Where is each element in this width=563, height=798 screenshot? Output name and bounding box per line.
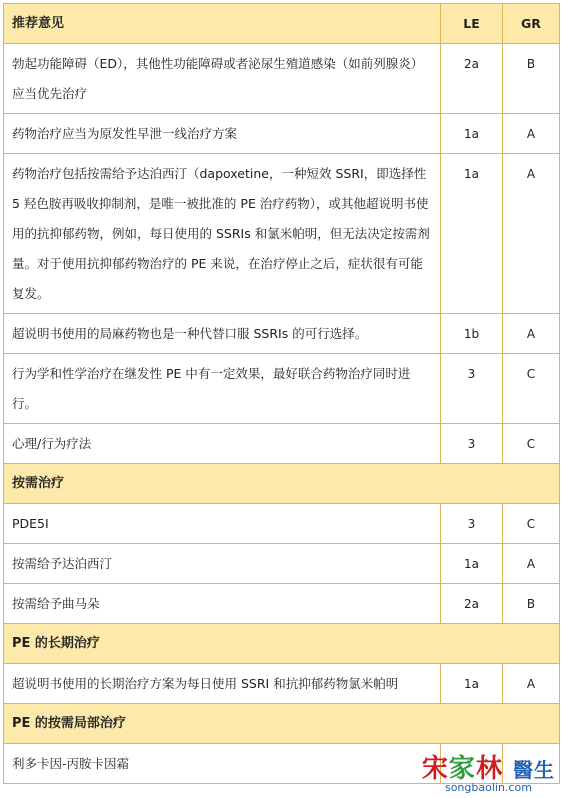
recommendation-text: 超说明书使用的局麻药物也是一种代替口服 SSRIs 的可行选择。	[4, 314, 441, 354]
table-row	[4, 504, 560, 544]
header-gr: GR	[503, 4, 560, 44]
table-row	[4, 544, 560, 584]
recommendation-text: 利多卡因-丙胺卡因霜	[4, 744, 441, 784]
level-of-evidence: 2a	[441, 584, 503, 624]
table-row	[4, 154, 560, 314]
level-of-evidence: 1a	[441, 664, 503, 704]
table-row	[4, 44, 560, 114]
table-row	[4, 354, 560, 424]
recommendation-text: 药物治疗应当为原发性早泄一线治疗方案	[4, 114, 441, 154]
grade-of-recommendation: A	[503, 314, 560, 354]
grade-of-recommendation: A	[503, 154, 560, 314]
section-title: PE 的按需局部治疗	[4, 704, 560, 744]
grade-of-recommendation: C	[503, 354, 560, 424]
watermark-logo	[422, 748, 555, 794]
recommendation-text: 勃起功能障碍（ED），其他性功能障碍或者泌尿生殖道感染（如前列腺炎）应当优先治疗	[4, 44, 441, 114]
recommendation-text: 行为学和性学治疗在继发性 PE 中有一定效果，最好联合药物治疗同时进行。	[4, 354, 441, 424]
section-title: PE 的长期治疗	[4, 624, 560, 664]
recommendation-text: 心理/行为疗法	[4, 424, 441, 464]
grade-of-recommendation: B	[503, 584, 560, 624]
grade-of-recommendation: A	[503, 544, 560, 584]
level-of-evidence: 1a	[441, 544, 503, 584]
grade-of-recommendation: A	[503, 664, 560, 704]
section-header-row	[4, 704, 560, 744]
level-of-evidence: 2a	[441, 44, 503, 114]
table-row	[4, 314, 560, 354]
grade-of-recommendation: A	[503, 114, 560, 154]
level-of-evidence: 1a	[441, 114, 503, 154]
grade-of-recommendation: C	[503, 504, 560, 544]
level-of-evidence: 1b	[441, 314, 503, 354]
level-of-evidence: 3	[441, 354, 503, 424]
table-header-row	[4, 4, 560, 44]
level-of-evidence: 3	[441, 424, 503, 464]
header-title: 推荐意见	[4, 4, 441, 44]
table-row	[4, 664, 560, 704]
watermark-logo-text: 宋家林 醫生	[421, 754, 555, 784]
recommendations-table	[3, 3, 560, 784]
section-header-row	[4, 464, 560, 504]
grade-of-recommendation: B	[503, 44, 560, 114]
section-title: 按需治疗	[4, 464, 560, 504]
recommendation-text: 按需给予曲马朵	[4, 584, 441, 624]
recommendation-text: 超说明书使用的长期治疗方案为每日使用 SSRI 和抗抑郁药物氯米帕明	[4, 664, 441, 704]
recommendation-text: 药物治疗包括按需给予达泊西汀（dapoxetine，一种短效 SSRI，即选择性 5 羟色胺再吸收抑制剂，是唯一被批准的 PE 治疗药物），或其他超说明书使用的抗抑郁药物，例如，每日使用的 SSRIs 和氯米帕明，但无法决定按需剂量。对于使用抗抑郁药物治疗的 PE 来说，在治疗停止之后，症状很有可能复发。	[4, 154, 441, 314]
section-header-row	[4, 624, 560, 664]
header-le: LE	[441, 4, 503, 44]
table-row	[4, 424, 560, 464]
table-row	[4, 584, 560, 624]
watermark-url: songbaolin.com	[444, 781, 532, 794]
level-of-evidence: 3	[441, 504, 503, 544]
table-row	[4, 114, 560, 154]
level-of-evidence: 1a	[441, 154, 503, 314]
recommendation-text: PDE5I	[4, 504, 441, 544]
recommendation-text: 按需给予达泊西汀	[4, 544, 441, 584]
grade-of-recommendation: C	[503, 424, 560, 464]
